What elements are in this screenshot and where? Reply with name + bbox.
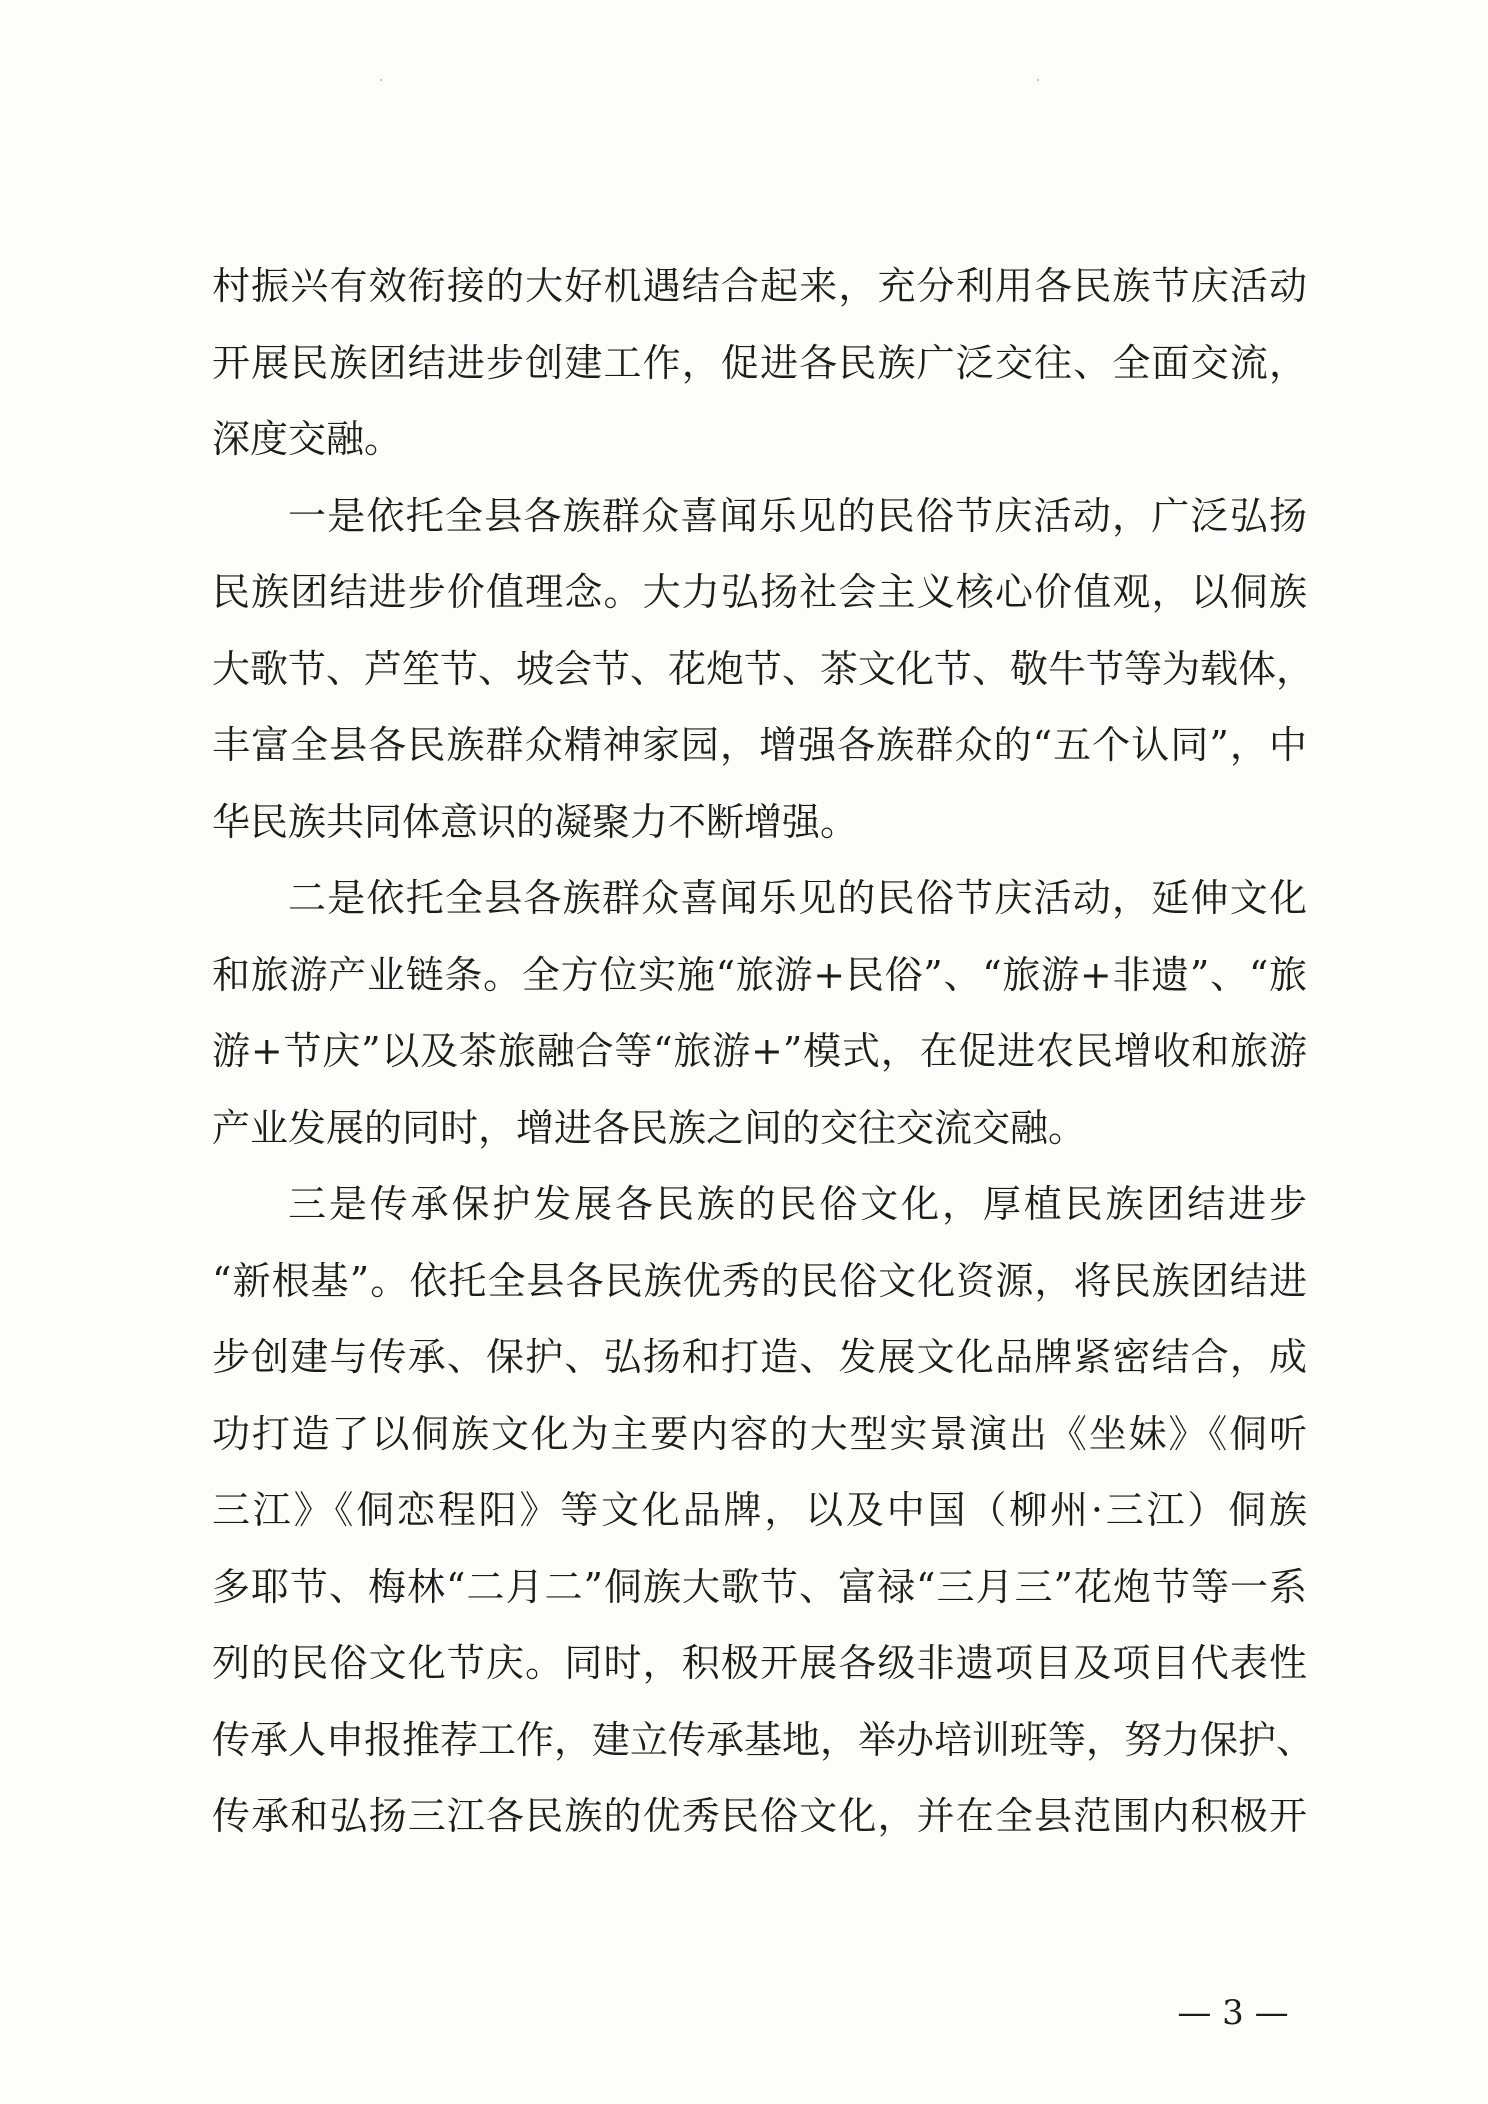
paragraph-start-line: 一是依托全县各族群众喜闻乐见的民俗节庆活动，广泛弘扬: [288, 493, 1307, 538]
text-line: 大歌节、芦笙节、坡会节、花炮节、茶文化节、敬牛节等为载体，: [212, 646, 1315, 691]
text-line: 村振兴有效衔接的大好机遇结合起来，充分利用各民族节庆活动: [212, 264, 1307, 308]
text-line: 深度交融。: [212, 417, 403, 461]
text-line: 丰富全县各民族群众精神家园，增强各族群众的“五个认同”，中: [212, 723, 1307, 767]
text-line: 华民族共同体意识的凝聚力不断增强。: [212, 799, 859, 844]
text-line: 传承和弘扬三江各民族的优秀民俗文化，并在全县范围内积极开: [212, 1794, 1307, 1838]
text-line: 步创建与传承、保护、弘扬和打造、发展文化品牌紧密结合，成: [212, 1335, 1307, 1379]
text-line: 和旅游产业链条。全方位实施“旅游+民俗”、“旅游+非遗”、“旅: [212, 952, 1307, 997]
text-line: 开展民族团结进步创建工作，促进各民族广泛交往、全面交流，: [212, 340, 1307, 385]
text-line: 民族团结进步价值理念。大力弘扬社会主义核心价值观，以侗族: [212, 570, 1307, 614]
text-line: 产业发展的同时，增进各民族之间的交往交流交融。: [212, 1105, 1087, 1150]
page-number: — 3 —: [1177, 1993, 1289, 2033]
paragraph-start-line: 二是依托全县各族群众喜闻乐见的民俗节庆活动，延伸文化: [288, 876, 1307, 920]
text-line: 列的民俗文化节庆。同时，积极开展各级非遗项目及项目代表性: [212, 1641, 1307, 1685]
text-line: “新根基”。依托全县各民族优秀的民俗文化资源，将民族团结进: [212, 1258, 1307, 1303]
text-line: 多耶节、梅林“二月二”侗族大歌节、富禄“三月三”花炮节等一系: [212, 1564, 1307, 1609]
scan-speck: [1037, 79, 1039, 81]
text-line: 功打造了以侗族文化为主要内容的大型实景演出《坐妹》《侗听: [212, 1411, 1307, 1456]
body-text: [212, 248, 1315, 1855]
text-line: 游+节庆”以及茶旅融合等“旅游+”模式，在促进农民增收和旅游: [212, 1029, 1307, 1073]
scan-speck: [380, 79, 382, 81]
paragraph-start-line: 三是传承保护发展各民族的民俗文化，厚植民族团结进步: [288, 1182, 1307, 1226]
text-line: 三江》《侗恋程阳》等文化品牌，以及中国（柳州·三江）侗族: [212, 1488, 1307, 1532]
text-line: 传承人申报推荐工作，建立传承基地，举办培训班等，努力保护、: [212, 1717, 1315, 1762]
